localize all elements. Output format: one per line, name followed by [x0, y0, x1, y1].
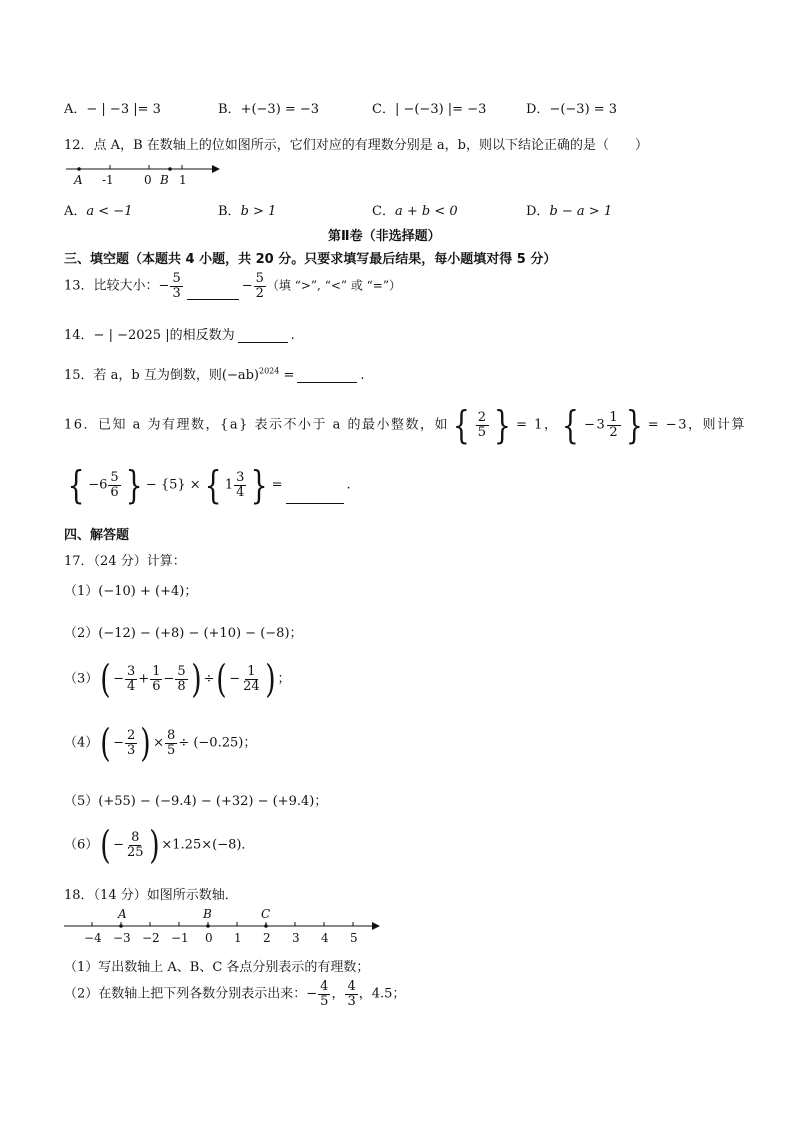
q11-option-d: D．−(−3) = 3 — [526, 102, 618, 117]
q17-part6: （6）( − $\frac{8}{25}$ ) ×1.25×(−8)． — [64, 823, 255, 867]
q15: 15．若 a，b 互为倒数，则$(-ab)^{2024}$ = . — [64, 366, 365, 383]
q12-option-d: D．b − a > 1 — [526, 204, 613, 219]
q11-option-a: A．− | −3 |= 3 — [64, 102, 161, 117]
q18-tick-label: 2 — [263, 931, 271, 945]
q16-line1: 16．已知 a 为有理数，{a} 表示不小于 a 的最小整数，如 { $\frac{2}{5}$ } = 1， { −3 $\frac{1}{2}$ } = −3，则计算 — [64, 403, 746, 447]
q18-point-a-label: A — [118, 908, 127, 921]
q14: 14．− | −2025 |的相反数为 . — [64, 328, 295, 343]
q13-blank[interactable] — [187, 298, 239, 300]
q18-title: 18．（14 分）如图所示数轴． — [64, 888, 238, 903]
q13-frac-1: $\frac{5}{3}$ — [172, 271, 181, 301]
q18-tick-label: 1 — [234, 931, 242, 945]
q18-tick-label: −1 — [171, 931, 189, 945]
q18-tick-label: 3 — [292, 931, 300, 945]
q18-point-b-label: B — [203, 908, 212, 921]
q17-part3: （3）( − $\frac{3}{4}$ + $\frac{1}{6}$ − $\frac{5}{8}$ ) ÷( − $\frac{1}{24}$ ) ； — [64, 657, 291, 701]
q18-tick-label: 4 — [321, 931, 329, 945]
q15-blank[interactable] — [297, 381, 357, 383]
q17-part5: （5）(+55) − (−9.4) − (+32) − (+9.4)； — [64, 794, 328, 809]
q17-part2: （2）(−12) − (+8) − (+10) − (−8)； — [64, 626, 303, 641]
q12-tick-neg1: -1 — [102, 173, 114, 187]
q12-number-line — [64, 160, 224, 190]
q12-option-b: B．b > 1 — [218, 204, 277, 219]
q17-part4: （4）( − $\frac{2}{3}$ ) × $\frac{8}{5}$ ÷ (−0.25)； — [64, 721, 257, 765]
q12-tick-1: 1 — [179, 173, 187, 187]
q18-part2: （2）在数轴上把下列各数分别表示出来：− $\frac{4}{5}$ ， $\frac{4}{3}$ ，4.5； — [64, 979, 406, 1009]
q18-number-line — [64, 908, 384, 950]
q18-tick-label: −3 — [113, 931, 131, 945]
q12-option-a: A．a < −1 — [64, 204, 133, 219]
q17-part1: （1）(−10) + (+4)； — [64, 584, 198, 599]
q12-point-a-label: A — [74, 173, 83, 187]
q18-part1: （1）写出数轴上 A、B、C 各点分别表示的有理数； — [64, 960, 370, 975]
q13-frac-2: $\frac{5}{2}$ — [255, 271, 264, 301]
q18-tick-label: 5 — [350, 931, 358, 945]
q18-tick-label: 0 — [205, 931, 213, 945]
q16-line2: { −6 $\frac{5}{6}$ } − {5} ×{ 1 $\frac{3}{4}$ } = . — [67, 463, 351, 507]
q14-blank[interactable] — [238, 341, 288, 343]
q16-blank[interactable] — [286, 502, 344, 504]
section4-title: 四、解答题 — [64, 528, 130, 543]
part2-title: 第Ⅱ卷（非选择题） — [328, 229, 441, 244]
q18-tick-label: −4 — [84, 931, 102, 945]
q18-tick-label: −2 — [142, 931, 160, 945]
q12-tick-0: 0 — [144, 173, 152, 187]
section3-title: 三、填空题（本题共 4 小题，共 20 分。只要求填写最后结果，每小题填对得 5 分） — [64, 252, 557, 267]
q11-option-c: C．| −(−3) |= −3 — [372, 102, 487, 117]
q17-title: 17．（24 分）计算： — [64, 554, 186, 569]
q11-option-b: B．+(−3) = −3 — [218, 102, 320, 117]
q12-option-c: C．a + b < 0 — [372, 204, 458, 219]
q12-point-b-label: B — [160, 173, 169, 187]
q18-point-c-label: C — [261, 908, 271, 921]
q12-stem: 12．点 A，B 在数轴上的位如图所示，它们对应的有理数分别是 a，b，则以下结论正确的是（ ） — [64, 138, 648, 153]
q13: 13．比较大小：− $\frac{5}{3}$ − $\frac{5}{2}$ （填 “>”, “<” 或 “=”） — [64, 271, 401, 301]
